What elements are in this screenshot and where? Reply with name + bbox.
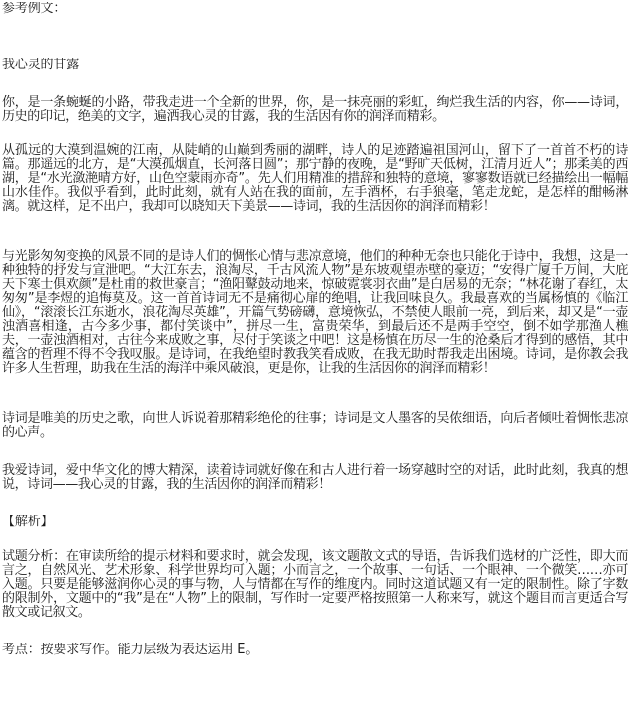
analysis-paragraph: 试题分析：在审读所给的提示材料和要求时，就会发现，该文题散文式的导语，告诉我们选材的广泛性，即大而言之，自然风光、艺术形象、科学世界均可入题；小而言之，一个故事、一句话、一个眼神、一个微笑……亦可入题。只要是能够滋润你心灵的事与物，人与情都在写作的维度内。同时这道试题又有一定的限制性。除了字数的限制外，文题中的“我”是在“人物”上的限制，写作时一定要严格按照第一人称来写，就这个题目而言更适合写散文或记叙文。 — [2, 549, 628, 620]
essay-title: 我心灵的甘露 — [2, 58, 80, 72]
essay-paragraph-2: 从孤远的大漠到温婉的江南，从陡峭的山巅到秀丽的湖畔，诗人的足迹踏遍祖国河山，留下了一首首不朽的诗篇。那遥远的北方，是“大漠孤烟直，长河落日圆”；那宁静的夜晚，是“野旷天低树，江清月近人”；那柔美的西湖，是“水光潋滟晴方好，山色空蒙雨亦奇”。先人们用精准的措辞和独特的意境，寥寥数语就已经描绘出一幅幅山水佳作。我似乎看到，此时此刻，就有人站在我的面前，左手酒杯，右手狼毫，笔走龙蛇，是怎样的酣畅淋漓。就这样，足不出户，我却可以晓知天下美景——诗词，我的生活因你的润泽而精彩！ — [2, 143, 628, 214]
essay-paragraph-3: 与光影匆匆变换的风景不同的是诗人们的惆怅心情与悲凉意境，他们的种种无奈也只能化于诗中，我想，这是一种独特的抒发与宣泄吧。“大江东去，浪淘尽，千古风流人物”是东坡观望赤壁的豪迈；“安得广厦千万间，大庇天下寒士俱欢颜”是杜甫的救世豪言；“渔阳鼙鼓动地来，惊破霓裳羽衣曲”是白居易的无奈；“林花谢了春红，太匆匆”是李煜的追悔莫及。这一首首诗词无不是痛彻心扉的绝唱，让我回味良久。我最喜欢的当属杨慎的《临江仙》，“滚滚长江东逝水，浪花淘尽英雄”，开篇气势磅礴，意境恢弘，不禁使人眼前一亮，到后来，却又是“一壶浊酒喜相逢，古今多少事，都付笑谈中”，拼尽一生，富贵荣华，到最后还不是两手空空，倒不如学那渔人樵夫，一壶浊酒相对，古往今来成败之事，尽付于笑谈之中吧！这是杨慎在历尽一生的沧桑后才得到的感悟，其中蕴含的哲理不得不令我叹服。是诗词，在我绝望时教我笑看成败，在我无助时帮我走出困境。诗词，是你教会我许多人生哲理，助我在生活的海洋中乘风破浪，更是你，让我的生活因你的润泽而精彩！ — [2, 249, 628, 376]
reference-heading: 参考例文： — [2, 2, 67, 16]
key-point: 考点：按要求写作。能力层级为表达运用 E。 — [2, 643, 259, 657]
essay-paragraph-5: 我爱诗词，爱中华文化的博大精深，读着诗词就好像在和古人进行着一场穿越时空的对话，此时此刻，我真的想说，诗词——我心灵的甘露，我的生活因你的润泽而精彩！ — [2, 463, 628, 492]
essay-paragraph-1: 你，是一条蜿蜒的小路，带我走进一个全新的世界，你，是一抹亮丽的彩虹，绚烂我生活的内容，你——诗词，历史的印记，绝美的文字，遍洒我心灵的甘露，我的生活因有你的润泽而精彩。 — [2, 95, 628, 124]
essay-paragraph-4: 诗词是唯美的历史之歌，向世人诉说着那精彩绝伦的往事；诗词是文人墨客的吴侬细语，向后者倾吐着惆怅悲凉的心声。 — [2, 411, 628, 440]
analysis-heading: 【解析】 — [2, 515, 54, 529]
